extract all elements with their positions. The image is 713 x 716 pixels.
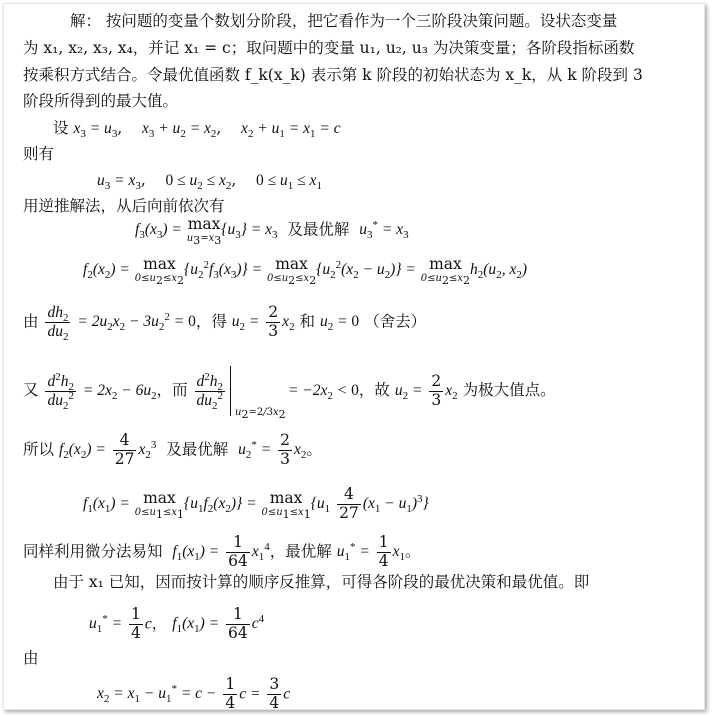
- document-page: [3, 3, 705, 710]
- text-line: 用逆推解法，从后向前依次有: [23, 197, 225, 215]
- text-line: 由: [23, 649, 39, 667]
- formula-substitution: 设 $x_3 = u_3$, $x_3 + u_2 = x_2$, $x_2 + u_1 = x_1 = c$: [53, 119, 341, 141]
- text-line: 为 x₁, x₂, x₃, x₄，并记 x₁ = c；取问题中的变量 u₁, u₂, u₃ 为决策变量；各阶段指标函数: [23, 39, 635, 57]
- text-line: 则有: [23, 145, 55, 163]
- formula-f3: $f_3(x_3)$ = max $u_3=x_3$ $\{u_3\} = x_3$ 及最优解 $u_3^* = x_3$: [135, 215, 409, 247]
- text-line: 按乘积方式结合。令最优值函数 f_k(x_k) 表示第 k 阶段的初始状态为 x_k，从 k 阶段到 3: [23, 66, 643, 84]
- formula-f2: $f_2(x_2)$ = max $0\le u_2\le x_2$ $\{u_2^2f_3(x_3)\}$ = max $0\le u_2\le x_2$ $\{u_2^2(x_2 - u_2)\}$ = max $0\le u_2\le x_2$ $h_2(u_2$, $x_2$): [83, 255, 527, 287]
- text-line: 解： 按问题的变量个数划分阶段，把它看作为一个三阶段决策问题。设状态变量: [70, 12, 618, 30]
- formula-second-derivative: 又 $\frac{d^2h_2}{du_2^2}$ = $2x_2 - 6u_2$，而 $\frac{d^2h_2}{du_2^2}$ $u_2=2/3x_2$ = $-2x_2 < 0$，故 $u_2$ = $\frac{2}{3}$ $x_2$ 为极大值点。: [23, 366, 556, 416]
- formula-f1: $f_1(x_1)$ = max $0\le u_1\le x_1$ $\{u_1f_2(x_2)\}$ = max $0\le u_1\le x_1$ {$u_1$ $\frac{4}{27}$ $(x_1 - u_1)^3$}: [83, 485, 429, 522]
- text-line: 由于 x₁ 已知，因而按计算的顺序反推算，可得各阶段的最优决策和最优值。即: [53, 573, 590, 591]
- formula-derivative: 由 $\frac{dh_2}{du_2}$ = $2u_2x_2 - 3u_2^2 = 0$，得 $u_2$ = $\frac{2}{3}$ $x_2$ 和 $u_2 = 0$ （舍去）: [23, 303, 427, 343]
- formula-constraints: $u_3 = x_3$, $0 \le u_2 \le x_2$, $0 \le u_1 \le x_1$: [97, 171, 322, 193]
- formula-x2: $x_2 = x_1 - u_1^* = c$ − $\frac{1}{4}$ c = $\frac{3}{4}$ c: [97, 675, 291, 710]
- text-line: 阶段所得到的最大值。: [23, 92, 179, 110]
- formula-f1-result: 同样利用微分法易知 $f_1(x_1)$ = $\frac{1}{64}$ $x_1^4$，最优解 $u_1^*$ = $\frac{1}{4}$ $x_1$。: [23, 533, 421, 570]
- formula-f2-result: 所以 $f_2(x_2)$ = $\frac{4}{27}$ $x_2^3$ 及最优解 $u_2^*$ = $\frac{2}{3}$ $x_2$。: [23, 431, 322, 468]
- formula-optimal-u1: $u_1^*$ = $\frac{1}{4}$ c， $f_1(x_1)$ = $\frac{1}{64}$ $c^4$: [89, 605, 265, 642]
